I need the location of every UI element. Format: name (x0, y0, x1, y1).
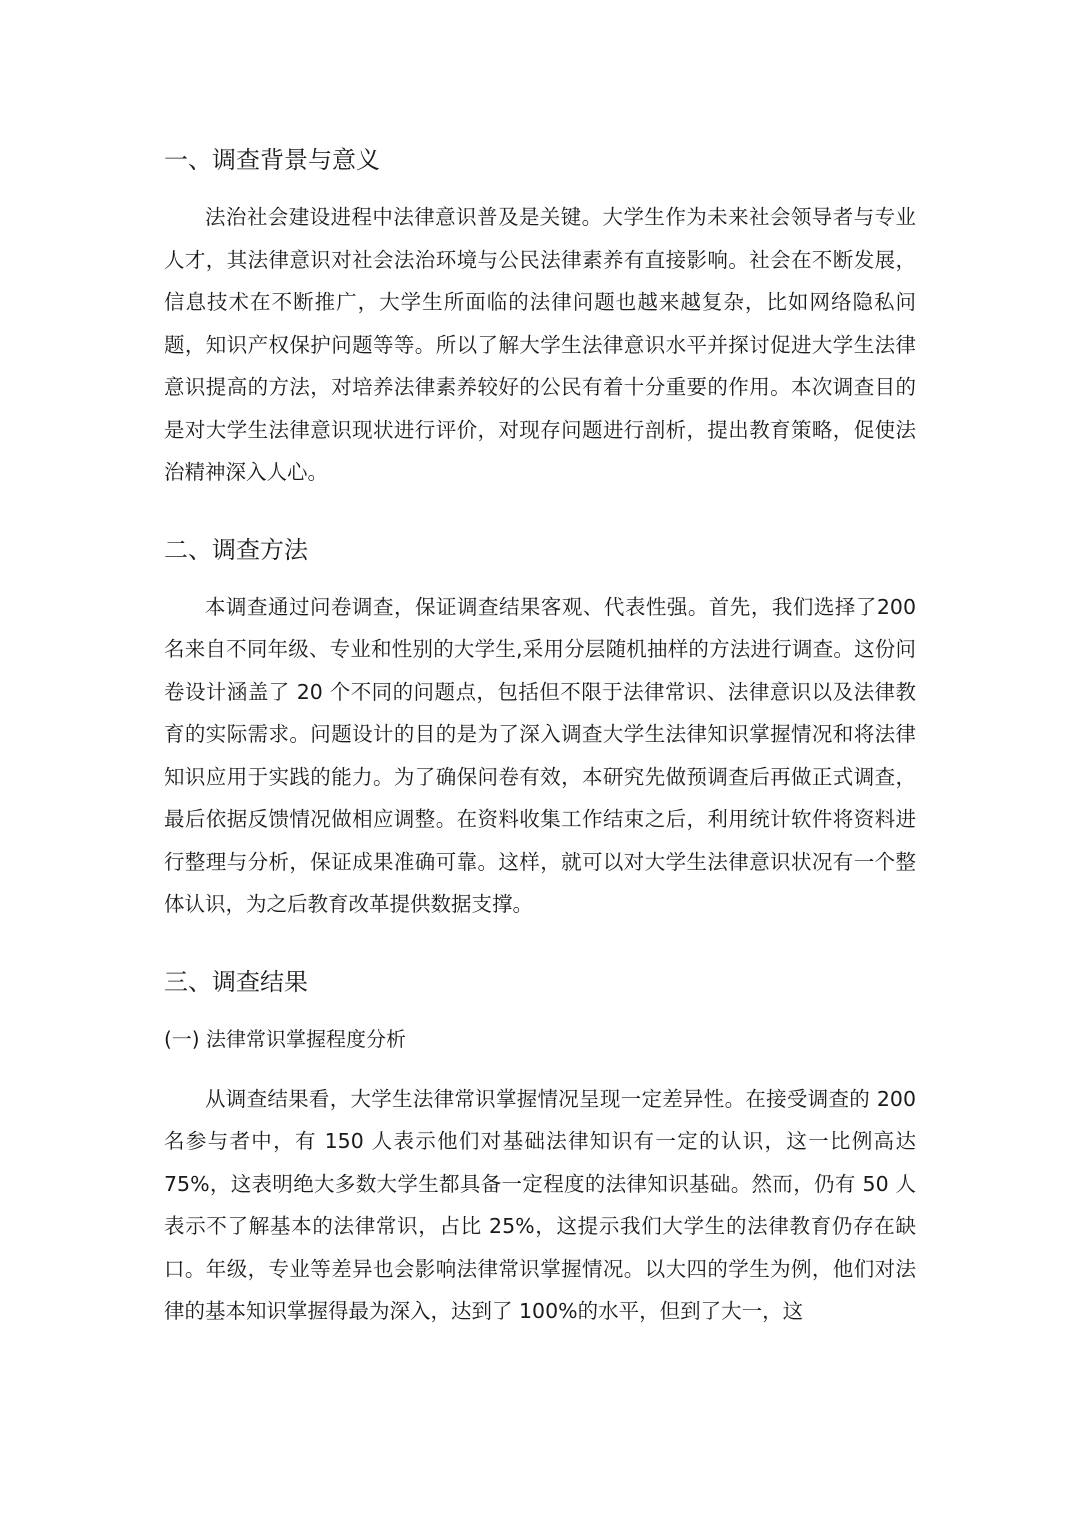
paragraph-background: 法治社会建设进程中法律意识普及是关键。大学生作为未来社会领导者与专业人才，其法律意识对社会法治环境与公民法律素养有直接影响。社会在不断发展，信息技术在不断推广，大学生所面临的法律问题也越来越复杂，比如网络隐私问题，知识产权保护问题等等。所以了解大学生法律意识水平并探讨促进大学生法律意识提高的方法，对培养法律素养较好的公民有着十分重要的作用。本次调查目的是对大学生法律意识现状进行评价，对现存问题进行剖析，提出教育策略，促使法治精神深入人心。 (164, 205, 916, 484)
document-page (164, 142, 916, 1333)
section-heading-background: 一、调查背景与意义 (164, 146, 380, 174)
paragraph-results: 从调查结果看，大学生法律常识掌握情况呈现一定差异性。在接受调查的 200 名参与者中，有 150 人表示他们对基础法律知识有一定的认识，这一比例高达 75%，这表明绝大多数大学生都具备一定程度的法律知识基础。然而，仍有 50 人表示不了解基本的法律常识，占比 25%，这提示我们大学生的法律教育仍存在缺口。年级，专业等差异也会影响法律常识掌握情况。以大四的学生为例，他们对法律的基本知识掌握得最为深入，达到了 100%的水平，但到了大一，这 (164, 1086, 916, 1323)
section-heading-results: 三、调查结果 (164, 967, 308, 996)
paragraph-method: 本调查通过问卷调查，保证调查结果客观、代表性强。首先，我们选择了200 名来自不同年级、专业和性别的大学生,采用分层随机抽样的方法进行调查。这份问卷设计涵盖了 20 个不同的问题点，包括但不限于法律常识、法律意识以及法律教育的实际需求。问题设计的目的是为了深入调查大学生法律知识掌握情况和将法律知识应用于实践的能力。为了确保问卷有效，本研究先做预调查后再做正式调查，最后依据反馈情况做相应调整。在资料收集工作结束之后，利用统计软件将资料进行整理与分析，保证成果准确可靠。这样，就可以对大学生法律意识状况有一个整体认识，为之后教育改革提供数据支撑。 (164, 594, 916, 916)
section-heading-method: 二、调查方法 (164, 535, 308, 564)
subheading-legal-knowledge: (一) 法律常识掌握程度分析 (164, 1026, 406, 1051)
